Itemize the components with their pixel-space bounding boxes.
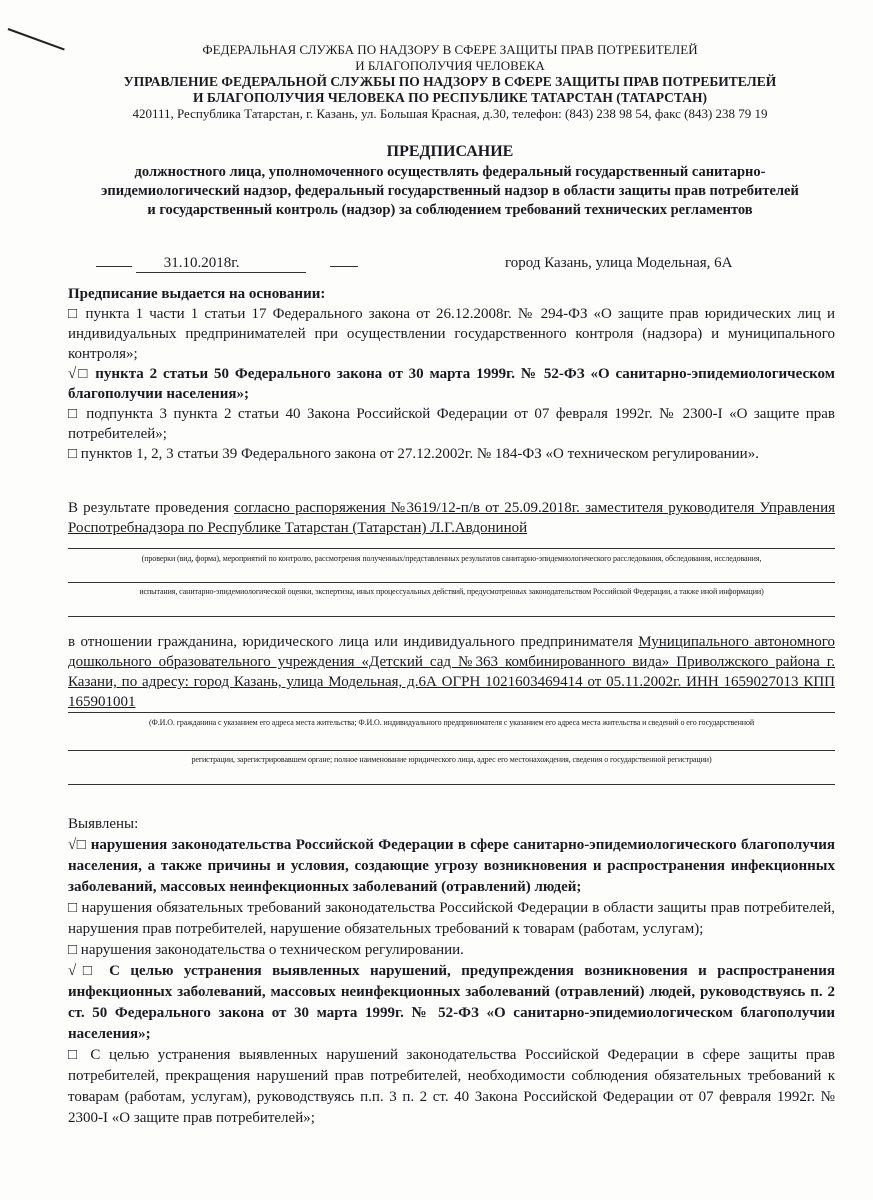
letterhead (60, 42, 840, 122)
basis-item: □ подпункта 3 пункта 2 статьи 40 Закона Российской Федерации от 07 февраля 1992г. № 2300-I «О защите прав потребителей»; (68, 406, 835, 442)
divider (68, 582, 835, 583)
basis-heading: Предписание выдается на основании: (68, 286, 326, 302)
document-title: ПРЕДПИСАНИЕ (386, 143, 514, 160)
result-value: согласно распоряжения №3619/12-п/в от 25.09.2018г. заместителя руководителя Управления Роспотребнадзора по Республике Татарстан (Татарстан) Л.Г.Авдониной (68, 500, 836, 536)
divider (68, 712, 835, 713)
letterhead-address: 420111, Республика Татарстан, г. Казань, ул. Большая Красная, д.30, телефон: (843) 238 98 54, факс (843) 238 79 19 (132, 106, 768, 121)
divider (68, 784, 835, 785)
finding-item: √□ С целью устранения выявленных нарушений, предупреждения возникновения и распространения инфекционных заболеваний, массовых неинфекционных заболеваний (отравлений) людей, руководствуясь п. 2 ст. 50 Федерального закона от 30 марта 1999г. № 52-ФЗ «О санитарно-эпидемиологическом благополучии населения»; (68, 963, 835, 1042)
document-place: город Казань, улица Модельная, 6А (505, 255, 733, 271)
subject-prefix: в отношении гражданина, юридического лица или индивидуального предпринимателя (68, 634, 639, 650)
basis-item: □ пунктов 1, 2, 3 статьи 39 Федерального закона от 27.12.2002г. № 184-ФЗ «О техническом регулировании». (68, 446, 759, 462)
basis-item: √□ пункта 2 статьи 50 Федерального закона от 30 марта 1999г. № 52-ФЗ «О санитарно-эпидемиологическом благополучии населения»; (68, 366, 835, 402)
letterhead-line: И БЛАГОПОЛУЧИЯ ЧЕЛОВЕКА (355, 58, 545, 73)
finding-item: √□ нарушения законодательства Российской Федерации в сфере санитарно-эпидемиологического благополучия населения, а также причины и условия, создающие угрозу возникновения и распространения инфекционных заболеваний, массовых неинфекционных заболеваний (отравлений) людей; (68, 837, 835, 895)
basis-item: □ пункта 1 части 1 статьи 17 Федерального закона от 26.12.2008г. № 294-ФЗ «О защите прав юридических лиц и индивидуальных предпринимателей при осуществлении государственного контроля (надзора) и муниципального контроля»; (68, 306, 835, 362)
basis-section (68, 284, 835, 464)
findings-heading: Выявлены: (68, 816, 139, 832)
letterhead-line: УПРАВЛЕНИЕ ФЕДЕРАЛЬНОЙ СЛУЖБЫ ПО НАДЗОРУ В СФЕРЕ ЗАЩИТЫ ПРАВ ПОТРЕБИТЕЛЕЙ (123, 74, 777, 89)
finding-item: □ нарушения обязательных требований законодательства Российской Федерации в области защиты прав потребителей, нарушения прав потребителей, нарушение обязательных требований к товарам (работам, услугам); (68, 900, 835, 937)
date-line (96, 255, 358, 273)
subject-hint: регистрации, зарегистрировавшем органе; полное наименование юридического лица, адрес его местонахождения, сведения о государственной регистрации) (191, 755, 712, 764)
divider (68, 750, 835, 751)
document-subtitle: должностного лица, уполномоченного осуществлять федеральный государственный санитарно-эпидемиологический надзор, федеральный государственный надзор в области защиты прав потребителей и государственный контроль (надзор) за соблюдением требований технических регламентов (101, 164, 799, 218)
finding-item: □ С целью устранения выявленных нарушений законодательства Российской Федерации в сфере защиты прав потребителей, прекращения нарушений прав потребителей, необходимости соблюдения обязательных требований к товарам (работам, услугам), руководствуясь п.п. 3 п. 2 ст. 40 Закона Российской Федерации от 07 февраля 1992г. № 2300-I «О защите прав потребителей»; (68, 1047, 835, 1126)
subject-value: Муниципального автономного дошкольного образовательного учреждения «Детский сад №363 комбинированного вида» Приволжского района г. Казани, по адресу: город Казань, улица Модельная, д.6А ОГРН 1021603469414 от 05.11.2002г. ИНН 1659027013 КПП 165901001 (68, 634, 835, 710)
result-hint: испытания, санитарно-эпидемиологической оценки, экспертизы, иных процессуальных действий, предусмотренных законодательством Российской Федерации, а также иной информации) (139, 587, 764, 596)
subject-hint: (Ф.И.О. гражданина с указанием его адреса места жительства; Ф.И.О. индивидуального предпринимателя с указанием его адреса места жительства и сведений о его государственной (148, 718, 755, 727)
letterhead-line: И БЛАГОПОЛУЧИЯ ЧЕЛОВЕКА ПО РЕСПУБЛИКЕ ТАТАРСТАН (ТАТАРСТАН) (193, 90, 707, 105)
letterhead-line: ФЕДЕРАЛЬНАЯ СЛУЖБА ПО НАДЗОРУ В СФЕРЕ ЗАЩИТЫ ПРАВ ПОТРЕБИТЕЛЕЙ (202, 42, 698, 57)
result-hint: (проверки (вид, форма), мероприятий по контролю, рассмотрения полученных/представленных результатов санитарно-эпидемиологического расследования, обследования, исследования, (141, 554, 762, 563)
result-paragraph (68, 498, 835, 538)
subject-paragraph (68, 632, 835, 712)
divider (68, 616, 835, 617)
result-prefix: В результате проведения (68, 500, 235, 516)
scan-mark (8, 28, 65, 50)
divider (68, 548, 835, 549)
finding-item: □ нарушения законодательства о техническом регулировании. (68, 942, 464, 958)
document-date: 31.10.2018г. (136, 255, 306, 273)
findings-section (68, 814, 835, 1129)
